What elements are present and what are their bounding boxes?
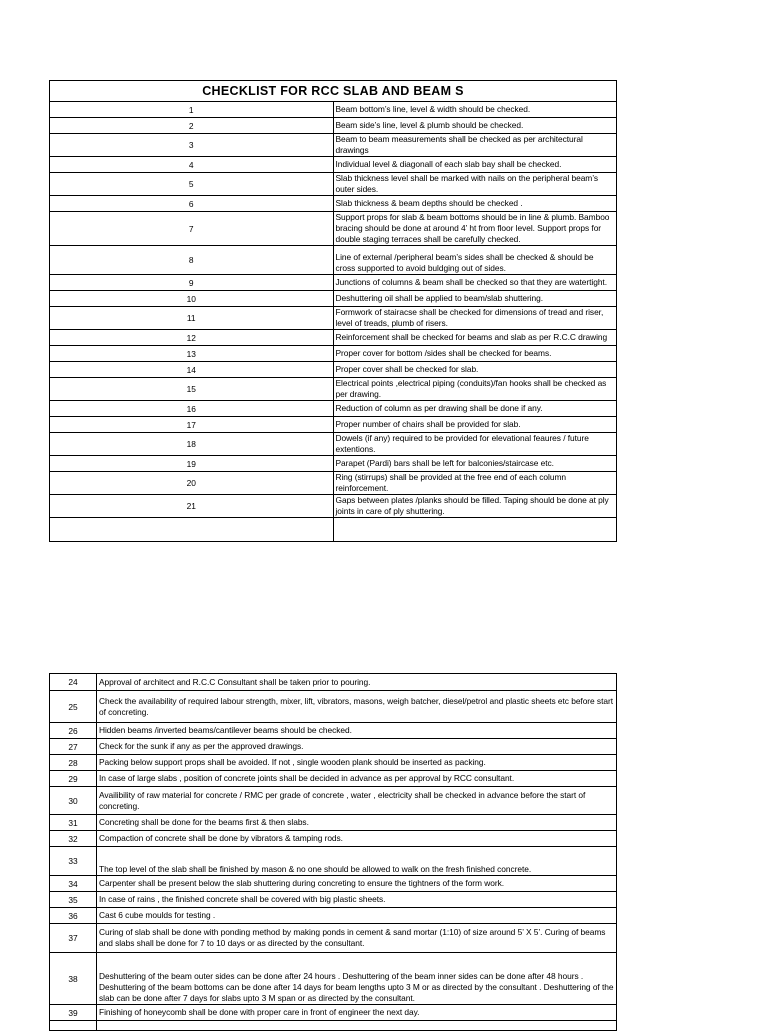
item-number: 14 [50,362,334,378]
item-number [50,1021,97,1031]
table-row [50,723,617,739]
item-number: 17 [50,417,334,433]
item-text: Parapet (Pardi) bars shall be left for balconies/staircase etc. [333,456,617,472]
table-row [50,892,617,908]
table-row [50,924,617,953]
item-text: Formwork of stairacse shall be checked for dimensions of tread and riser, level of treads, plumb of risers. [333,307,617,330]
table-row [50,275,617,291]
item-text: Curing of slab shall be done with ponding method by making ponds in cement & sand mortar (1:10) of size around 5’ X 5’. Curing of beams and slabs shall be done for 7 to 10 days or as directed by the consultant. [97,924,617,953]
table-row [50,212,617,246]
item-number: 27 [50,739,97,755]
table-row [50,739,617,755]
item-number: 3 [50,134,334,157]
item-number: 2 [50,118,334,134]
item-text: Proper cover for bottom /sides shall be checked for beams. [333,346,617,362]
item-number: 33 [50,847,97,876]
item-number: 29 [50,771,97,787]
item-text [333,518,617,542]
item-text: Packing below support props shall be avoided. If not , single wooden plank should be inserted as packing. [97,755,617,771]
table-row [50,362,617,378]
item-number: 36 [50,908,97,924]
table-row [50,1005,617,1021]
item-text: Dowels (if any) required to be provided for elevational feaures / future extentions. [333,433,617,456]
table-row [50,787,617,815]
item-number: 25 [50,691,97,723]
checklist-table-part1 [49,80,617,542]
item-text: Line of external /peripheral beam’s sides shall be checked & should be cross supported to avoid buldging out of sides. [333,246,617,275]
checklist-title: CHECKLIST FOR RCC SLAB AND BEAM S [50,81,617,102]
item-number: 35 [50,892,97,908]
item-text: Finishing of honeycomb shall be done with proper care in front of engineer the next day. [97,1005,617,1021]
item-text: Deshuttering oil shall be applied to beam/slab shuttering. [333,291,617,307]
item-text: Hidden beams /inverted beams/cantilever beams should be checked. [97,723,617,739]
table-row [50,456,617,472]
item-number: 11 [50,307,334,330]
title-row [50,81,617,102]
item-text: Reinforcement shall be checked for beams and slab as per R.C.C drawing [333,330,617,346]
item-text: Check the availability of required labour strength, mixer, lift, vibrators, masons, weigh batcher, diesel/petrol and plastic sheets etc before start of concreting. [97,691,617,723]
item-text: Availibility of raw material for concrete / RMC per grade of concrete , water , electricity shall be checked in advance before the start of concreting. [97,787,617,815]
item-number: 8 [50,246,334,275]
item-text: Beam side’s line, level & plumb should be checked. [333,118,617,134]
table-row [50,674,617,691]
item-number: 26 [50,723,97,739]
table-row [50,815,617,831]
table-row [50,771,617,787]
item-number: 34 [50,876,97,892]
table-row [50,401,617,417]
item-number: 7 [50,212,334,246]
item-text: Gaps between plates /planks should be filled. Taping should be done at ply joints in care of ply shuttering. [333,495,617,518]
table-row [50,1021,617,1031]
item-text [97,1021,617,1031]
item-number [50,518,334,542]
item-text: Compaction of concrete shall be done by vibrators & tamping rods. [97,831,617,847]
item-number: 18 [50,433,334,456]
table-row [50,417,617,433]
table-row [50,847,617,876]
item-number: 28 [50,755,97,771]
table-row [50,157,617,173]
table-row [50,378,617,401]
item-number: 32 [50,831,97,847]
item-number: 12 [50,330,334,346]
item-number: 6 [50,196,334,212]
item-text: Ring (stirrups) shall be provided at the free end of each column reinforcement. [333,472,617,495]
table-row [50,472,617,495]
item-number: 15 [50,378,334,401]
item-text: Reduction of column as per drawing shall be done if any. [333,401,617,417]
item-number: 31 [50,815,97,831]
table-row [50,173,617,196]
item-number: 37 [50,924,97,953]
item-number: 13 [50,346,334,362]
item-text: Slab thickness level shall be marked with nails on the peripheral beam’s outer sides. [333,173,617,196]
item-text: Carpenter shall be present below the slab shuttering during concreting to ensure the tightners of the form work. [97,876,617,892]
item-text: Beam bottom’s line, level & width should be checked. [333,102,617,118]
item-number: 24 [50,674,97,691]
item-text: Electrical points ,electrical piping (conduits)/fan hooks shall be checked as per drawing. [333,378,617,401]
item-number: 38 [50,953,97,1005]
item-text: The top level of the slab shall be finished by mason & no one should be allowed to walk on the fresh finished concrete. [97,847,617,876]
table-row [50,691,617,723]
table-row [50,346,617,362]
table-row [50,433,617,456]
item-number: 9 [50,275,334,291]
item-number: 16 [50,401,334,417]
item-number: 19 [50,456,334,472]
item-number: 5 [50,173,334,196]
item-text: Approval of architect and R.C.C Consultant shall be taken prior to pouring. [97,674,617,691]
item-number: 39 [50,1005,97,1021]
item-text: Individual level & diagonall of each slab bay shall be checked. [333,157,617,173]
table-row [50,291,617,307]
item-text: In case of rains , the finished concrete shall be covered with big plastic sheets. [97,892,617,908]
table-row [50,102,617,118]
item-text: Support props for slab & beam bottoms should be in line & plumb. Bamboo bracing should be done at around 4’ ht from floor level. Support props for double staging terraces shall be carefully checked. [333,212,617,246]
item-text: Check for the sunk if any as per the approved drawings. [97,739,617,755]
item-text: Proper number of chairs shall be provided for slab. [333,417,617,433]
item-text: Deshuttering of the beam outer sides can be done after 24 hours . Deshuttering of the beam inner sides can be done after 48 hours . Deshuttering of the beam bottoms can be done after 14 days for beam lengths upto 3 M or as directed by the consultant . Deshuttering of the slab can be done after 7 days for slabs upto 3 M span or as directed by the consultant. [97,953,617,1005]
table-row [50,831,617,847]
table-row [50,953,617,1005]
table-row [50,246,617,275]
item-text: Slab thickness & beam depths should be checked . [333,196,617,212]
item-text: Cast 6 cube moulds for testing . [97,908,617,924]
item-text: Beam to beam measurements shall be checked as per architectural drawings [333,134,617,157]
checklist-table-part2 [49,673,617,1031]
table-row [50,330,617,346]
table-row [50,307,617,330]
item-text: In case of large slabs , position of concrete joints shall be decided in advance as per approval by RCC consultant. [97,771,617,787]
item-number: 20 [50,472,334,495]
item-text: Concreting shall be done for the beams first & then slabs. [97,815,617,831]
item-number: 30 [50,787,97,815]
item-number: 21 [50,495,334,518]
table-row [50,518,617,542]
table-row [50,495,617,518]
table-row [50,755,617,771]
table-row [50,908,617,924]
table-row [50,134,617,157]
table-row [50,118,617,134]
item-number: 4 [50,157,334,173]
item-text: Junctions of columns & beam shall be checked so that they are watertight. [333,275,617,291]
table-row [50,196,617,212]
table-row [50,876,617,892]
item-text: Proper cover shall be checked for slab. [333,362,617,378]
item-number: 1 [50,102,334,118]
item-number: 10 [50,291,334,307]
